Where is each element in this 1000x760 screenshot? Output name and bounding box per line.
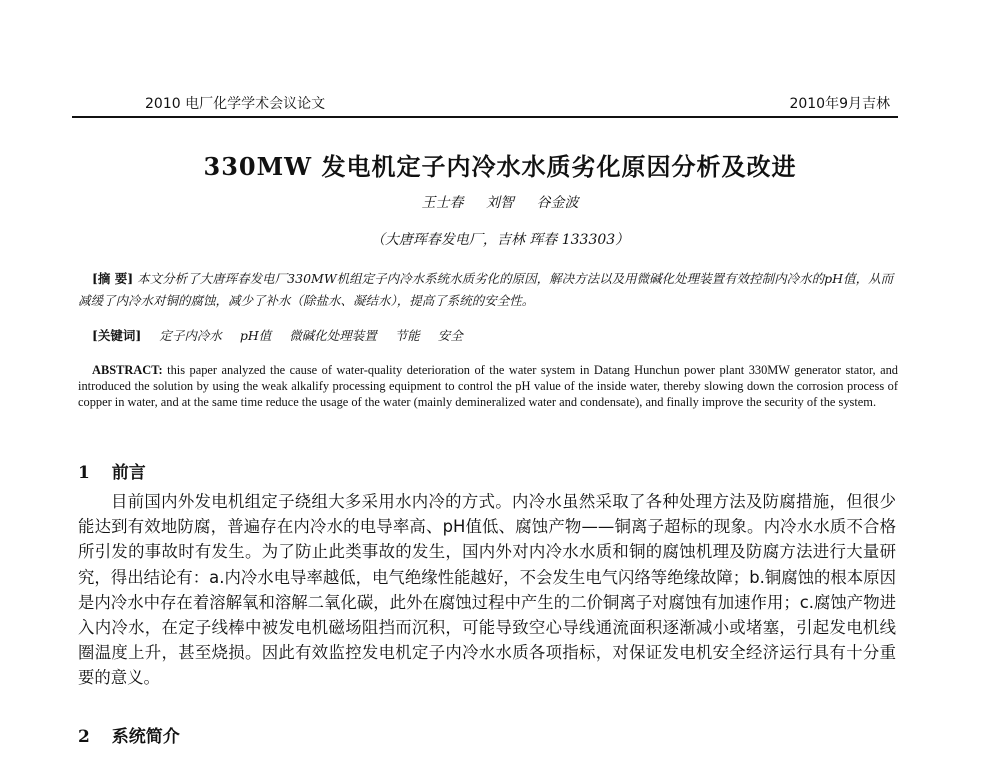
keyword: 微碱化处理装置 — [289, 328, 377, 343]
abstract-cn-text: 本文分析了大唐珲春发电厂330MW机组定子内冷水系统水质劣化的原因，解决方法以及用微碱化处理装置有效控制内冷水的pH值，从而减缓了内冷水对铜的腐蚀，减少了补水（除盐水、凝结水），提高了系统的安全性。 — [78, 271, 894, 308]
section-number: 2 — [78, 727, 90, 747]
abstract-cn-label: [摘 要] — [92, 271, 134, 286]
abstract-en-text: this paper analyzed the cause of water-quality deterioration of the water system in Datang Hunchun power plant 330MW generator stator, and introduced the solution by using the weak alkalify processing equipment to control the pH value of the inside water, thereby slowing down the corrosion process of copper in water, and at the same time reduce the usage of the water (mainly demineralized water and condensate), and finally improve the security of the system. — [78, 363, 898, 409]
abstract-en-label: ABSTRACT: — [92, 363, 163, 377]
author: 王士春 — [421, 195, 464, 211]
section-heading — [78, 722, 180, 747]
author: 刘智 — [486, 195, 514, 211]
keywords-label: [关键词] — [92, 328, 142, 343]
keyword: 定子内冷水 — [159, 328, 222, 343]
section-body: 目前国内外发电机组定子绕组大多采用水内冷的方式。内冷水虽然采取了各种处理方法及防腐措施，但很少能达到有效地防腐，普遍存在内冷水的电导率高、pH值低、腐蚀产物——铜离子超标的现象。内冷水水质不合格所引发的事故时有发生。为了防止此类事故的发生，国内外对内冷水水质和铜的腐蚀机理及防腐方法进行大量研究，得出结论有：a.内冷水电导率越低，电气绝缘性能越好，不会发生电气闪络等绝缘故障；b.铜腐蚀的根本原因是内冷水中存在着溶解氧和溶解二氧化碳，此外在腐蚀过程中产生的二价铜离子对腐蚀有加速作用；c.腐蚀产物进入内冷水，在定子线棒中被发电机磁场阻挡而沉积，可能导致空心导线通流面积逐渐减小或堵塞，引起发电机线圈温度上升，甚至烧损。因此有效监控发电机定子内冷水水质各项指标，对保证发电机安全经济运行具有十分重要的意义。 — [78, 492, 896, 688]
running-header — [145, 93, 890, 113]
section-heading — [78, 458, 146, 483]
header-right: 2010年9月吉林 — [789, 96, 890, 112]
abstract-en — [78, 362, 898, 410]
keyword: pH值 — [239, 328, 272, 343]
affiliation: （大唐珲春发电厂，吉林 珲春 133303） — [370, 232, 630, 248]
keyword: 节能 — [394, 328, 420, 343]
section-title: 系统简介 — [111, 727, 180, 747]
keywords — [92, 326, 898, 344]
abstract-cn — [78, 268, 898, 312]
header-rule — [72, 116, 898, 118]
section-number: 1 — [78, 463, 90, 483]
section-title: 前言 — [111, 463, 146, 483]
author-list — [0, 192, 1000, 212]
author: 谷金波 — [536, 195, 579, 211]
header-left: 2010 电厂化学学术会议论文 — [145, 96, 326, 112]
keyword: 安全 — [437, 328, 463, 343]
paper-title: 330MW 发电机定子内冷水水质劣化原因分析及改进 — [203, 152, 797, 181]
